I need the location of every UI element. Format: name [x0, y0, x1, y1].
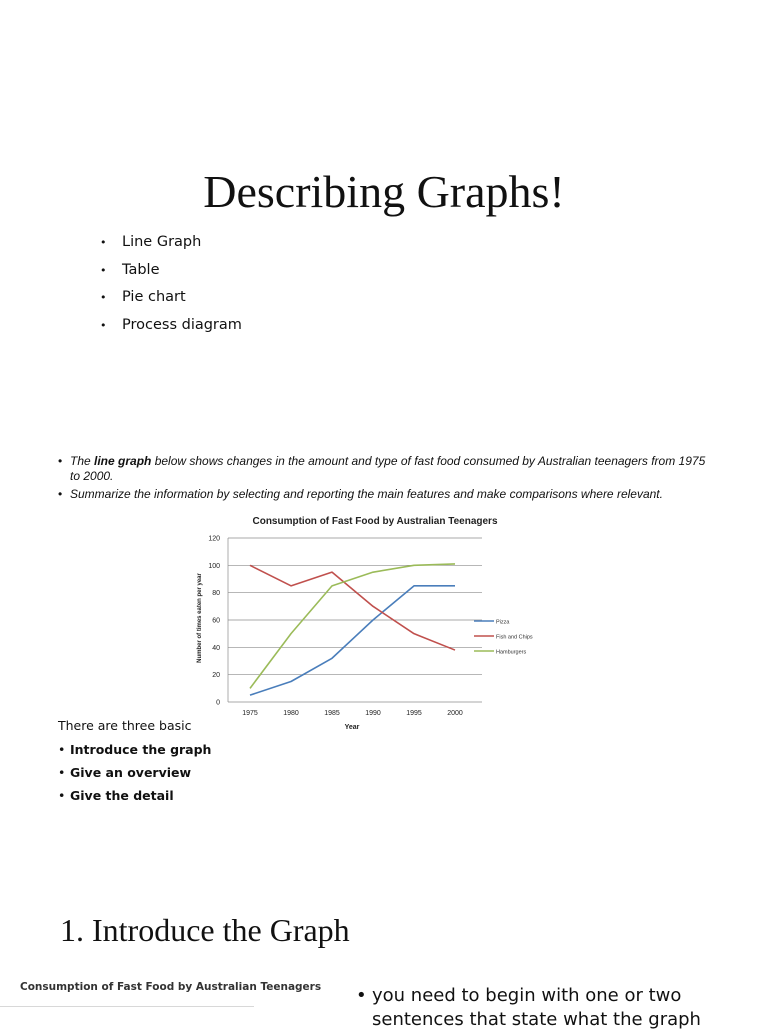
list-item-label: Line Graph [122, 234, 202, 250]
intro-line-1: you need to begin with one or two [372, 985, 682, 1006]
task-instruction [58, 487, 718, 502]
instruction-text: Summarize the information by selecting and reporting the main features and make comparisons where relevant. [70, 487, 663, 501]
bullet-icon: • [58, 742, 66, 757]
x-tick-label: 1985 [324, 710, 340, 717]
x-tick-label: 1990 [365, 710, 381, 717]
list-item [100, 284, 242, 312]
x-axis-label: Year [344, 724, 360, 731]
bullet-icon: • [100, 236, 107, 249]
bullet-icon: • [100, 318, 107, 332]
intro-bullet [356, 984, 736, 1032]
x-tick-label: 1980 [283, 710, 299, 717]
list-item [100, 229, 242, 257]
bullet-icon: • [58, 487, 63, 501]
x-tick-label: 1975 [242, 710, 258, 717]
y-axis-label: Number of times eaten per year [197, 573, 203, 663]
divider [0, 1006, 254, 1007]
slide-title: Describing Graphs! [203, 166, 565, 217]
legend-label: Hamburgers [496, 649, 527, 656]
fast-food-line-chart [190, 510, 533, 735]
steps-list [58, 738, 211, 807]
intro-line-2: sentences that state what the graph [372, 1009, 701, 1030]
y-axis-ticks [208, 536, 220, 707]
series-line-hamburgers [250, 564, 455, 688]
chart-series [250, 564, 455, 695]
chart-caption: Consumption of Fast Food by Australian Teenagers [20, 981, 322, 993]
list-item [58, 761, 211, 784]
y-tick-label: 100 [208, 562, 220, 570]
list-item-label: Process diagram [122, 316, 242, 333]
bullet-icon: • [100, 291, 107, 304]
legend-label: Fish and Chips [496, 634, 533, 641]
list-item-label: Table [122, 261, 160, 278]
bullet-icon: • [58, 765, 66, 780]
task-description [58, 454, 718, 484]
y-tick-label: 80 [212, 590, 220, 598]
step-label: Give the detail [70, 788, 174, 803]
series-line-fish-and-chips [250, 565, 455, 650]
chart-legend [474, 620, 533, 656]
y-tick-label: 60 [212, 617, 220, 625]
section-heading: 1. Introduce the Graph [60, 912, 350, 948]
y-tick-label: 0 [216, 699, 220, 707]
bullet-icon: • [58, 454, 63, 468]
series-line-pizza [250, 586, 455, 695]
y-tick-label: 20 [212, 672, 220, 680]
list-item [100, 257, 242, 285]
list-item-label: Pie chart [122, 289, 186, 305]
x-axis-ticks [242, 710, 463, 717]
bullet-icon: • [356, 985, 367, 1006]
task-instructions [58, 454, 718, 505]
list-item [58, 784, 211, 807]
task-text-emphasis: line graph [94, 454, 152, 468]
task-text-end: below shows changes in the amount and type of fast food consumed by Australian teenagers from 1975 to 2000. [70, 454, 706, 483]
bullet-icon: • [100, 263, 107, 277]
x-tick-label: 2000 [447, 710, 463, 717]
list-item [100, 312, 242, 340]
y-tick-label: 120 [208, 535, 220, 543]
chart-svg [190, 510, 533, 735]
step-label: Introduce the graph [70, 742, 212, 757]
three-basic-steps-intro: There are three basic [58, 718, 192, 733]
graph-types-list [100, 229, 242, 339]
y-tick-label: 40 [212, 644, 220, 652]
legend-label: Pizza [496, 619, 510, 626]
chart-grid [228, 538, 482, 702]
task-text-start: The [70, 454, 95, 468]
step-label: Give an overview [70, 765, 192, 780]
bullet-icon: • [58, 788, 66, 803]
list-item [58, 738, 211, 761]
x-tick-label: 1995 [406, 710, 422, 717]
chart-title: Consumption of Fast Food by Australian Teenagers [252, 516, 498, 527]
